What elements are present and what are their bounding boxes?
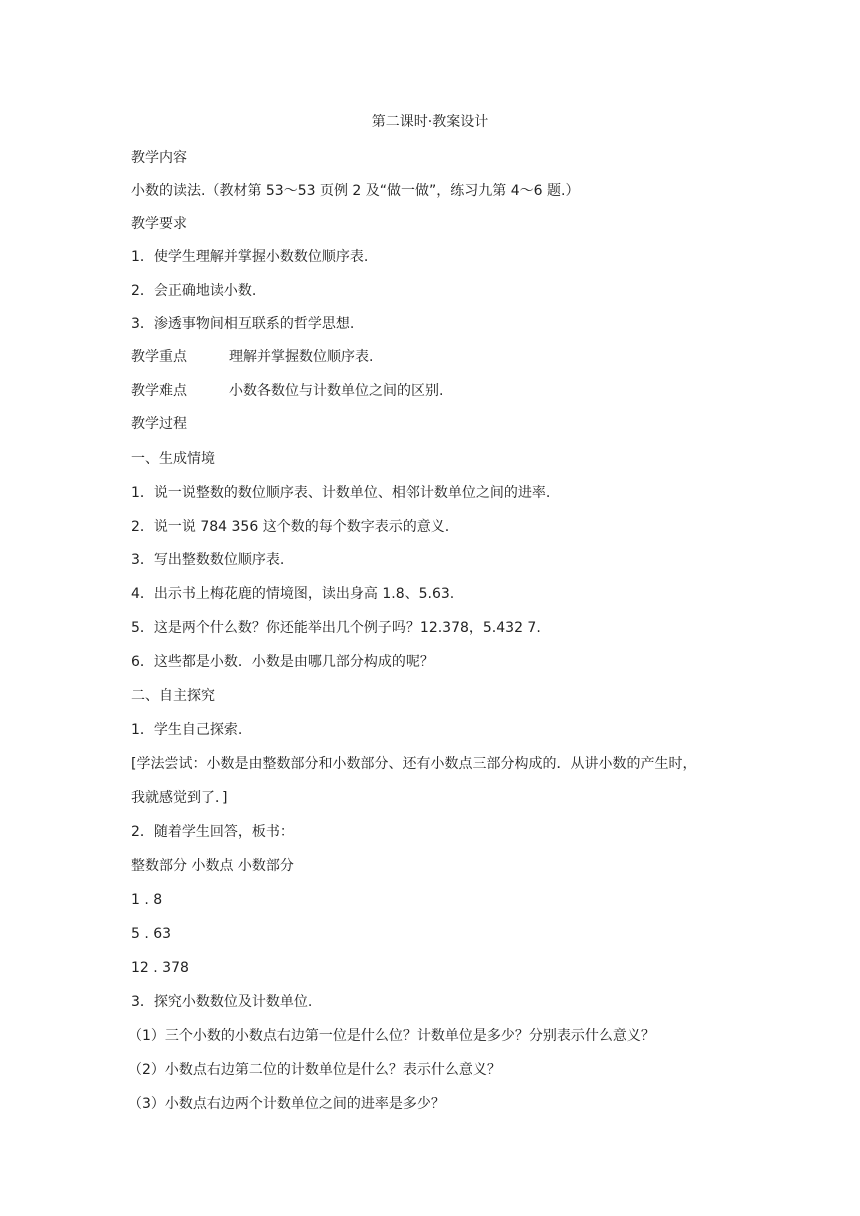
board-example-2: 5 . 63 [131,926,172,942]
learning-attempt-line-2: 我就感觉到了．] [131,790,228,806]
requirement-3: 3．渗透事物间相互联系的哲学思想. [131,316,355,332]
document-title: 第二课时·教案设计 [371,114,489,130]
question-2: （2）小数点右边第二位的计数单位是什么？表示什么意义？ [128,1062,501,1078]
heading-teaching-requirements: 教学要求 [131,216,187,232]
board-example-1: 1 . 8 [131,892,163,908]
process-step-5: 5．这是两个什么数？你还能举出几个例子吗？12.378，5.432 7. [131,620,541,636]
key-point-row [131,347,373,367]
difficulty-text: 小数各数位与计数单位之间的区别. [229,383,444,399]
process-step-3: 3．写出整数数位顺序表. [131,552,285,568]
key-point-label: 教学重点 [131,349,187,365]
key-point-text: 理解并掌握数位顺序表. [229,349,374,365]
section-1-heading: 一、生成情境 [131,451,215,467]
requirement-1: 1．使学生理解并掌握小数数位顺序表. [131,249,369,265]
learning-attempt-line-1: [学法尝试：小数是由整数部分和小数部分、还有小数点三部分构成的．从讲小数的产生时， [131,756,697,772]
question-3: （3）小数点右边两个计数单位之间的进率是多少？ [128,1096,445,1112]
heading-teaching-process: 教学过程 [131,416,187,432]
explore-step-1: 1．学生自己探索. [131,722,243,738]
question-1: （1）三个小数的小数点右边第一位是什么位？计数单位是多少？分别表示什么意义？ [128,1028,655,1044]
heading-teaching-content: 教学内容 [131,150,187,166]
explore-step-2: 2．随着学生回答，板书： [131,824,294,840]
board-header: 整数部分 小数点 小数部分 [131,858,294,874]
process-step-1: 1．说一说整数的数位顺序表、计数单位、相邻计数单位之间的进率. [131,485,551,501]
board-example-3: 12 . 378 [131,960,189,976]
section-2-heading: 二、自主探究 [131,688,215,704]
requirement-2: 2．会正确地读小数. [131,283,257,299]
explore-step-3: 3．探究小数数位及计数单位. [131,994,313,1010]
process-step-6: 6．这些都是小数．小数是由哪几部分构成的呢？ [131,654,434,670]
difficulty-label: 教学难点 [131,383,187,399]
process-step-4: 4．出示书上梅花鹿的情境图，读出身高 1.8、5.63. [131,586,455,602]
difficulty-row [131,381,443,401]
teaching-content-text: 小数的读法.（教材第 53～53 页例 2 及“做一做”，练习九第 4～6 题.） [131,183,580,199]
process-step-2: 2．说一说 784 356 这个数的每个数字表示的意义. [131,519,450,535]
